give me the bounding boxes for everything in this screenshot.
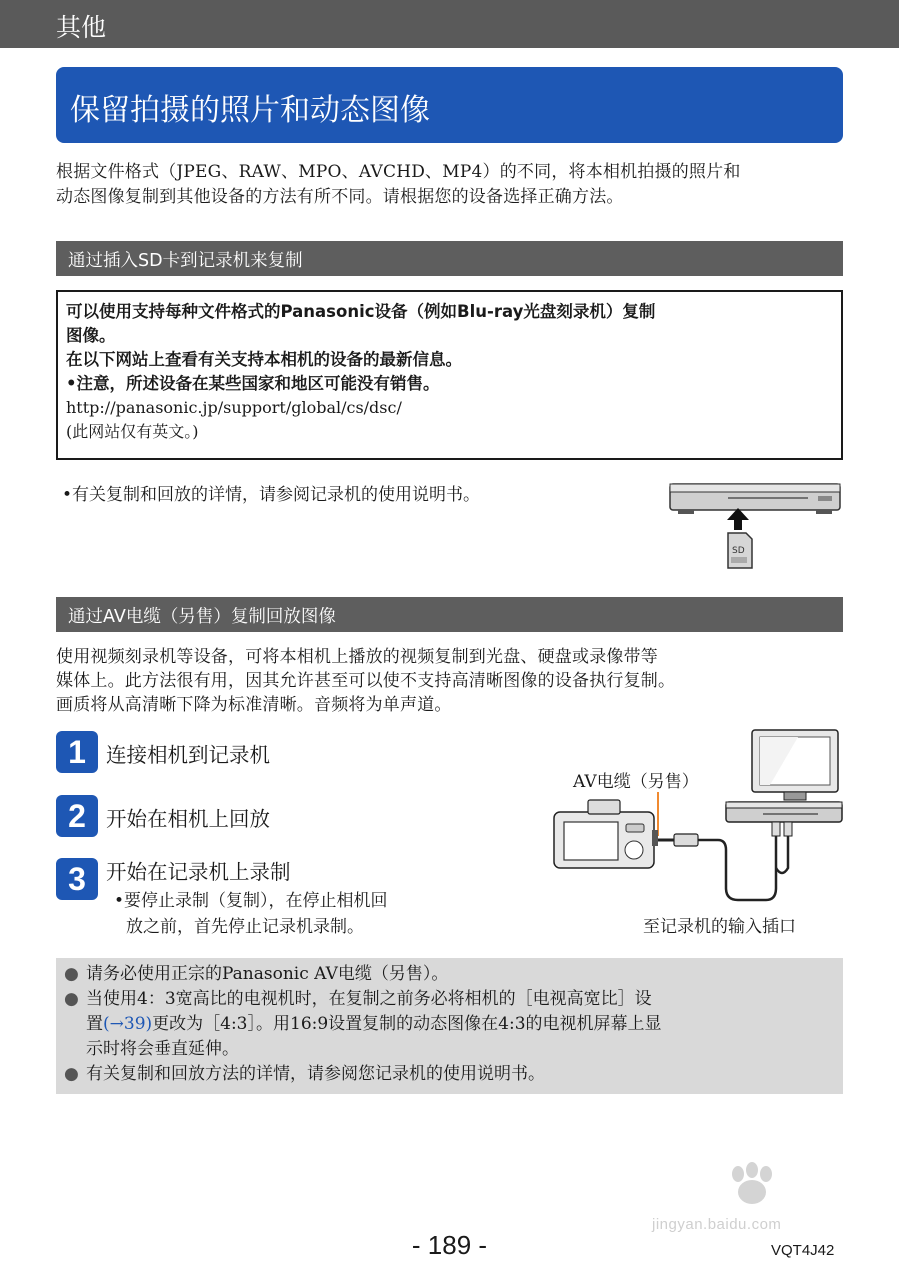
step-number: 1: [56, 731, 98, 773]
page-title-box: [56, 67, 843, 143]
section-heading-text: 通过插入SD卡到记录机来复制: [68, 251, 303, 271]
intro-line: 动态图像复制到其他设备的方法有所不同。请根据您的设备选择正确方法。: [56, 187, 624, 207]
step-number: 3: [56, 858, 98, 900]
note-text: 更改为［4:3］。用16:9设置复制的动态图像在4:3的电视机屏幕上显: [152, 1014, 662, 1034]
support-url[interactable]: http://panasonic.jp/support/global/cs/dsc/: [66, 398, 402, 417]
info-box: [56, 290, 843, 460]
intro-line: 根据文件格式（JPEG、RAW、MPO、AVCHD、MP4）的不同，将本相机拍摄的照片和: [56, 162, 741, 182]
step-number: 2: [56, 795, 98, 837]
watermark-url: jingyan.baidu.com: [652, 1216, 782, 1233]
page-number: - 189 -: [411, 1230, 488, 1260]
note-text: 当使用4：3宽高比的电视机时，在复制之前务必将相机的［电视高宽比］设: [86, 989, 652, 1009]
sd-note: •有关复制和回放的详情，请参阅记录机的使用说明书。: [62, 485, 481, 505]
top-bar: [0, 0, 899, 48]
av-paragraph: [56, 645, 846, 717]
camera-icon: [554, 800, 658, 868]
note-text: 请务必使用正宗的Panasonic AV电缆（另售）。: [86, 964, 449, 984]
note-text-continued: [86, 1012, 662, 1037]
tv-icon: [752, 730, 838, 800]
bullet-icon: ●: [64, 1064, 79, 1084]
note-item: [64, 987, 835, 1012]
step-text: 开始在记录机上录制: [106, 860, 291, 884]
note-item-continued: [64, 1012, 835, 1037]
notes-box: [56, 958, 843, 1094]
intro-paragraph: [56, 160, 846, 210]
step-text: 连接相机到记录机: [106, 743, 270, 767]
step3-note-line: •要停止录制（复制），在停止相机回: [114, 891, 388, 911]
bullet-icon: ●: [64, 964, 79, 984]
note-text: 示时将会垂直延伸。: [86, 1039, 239, 1059]
info-line: 在以下网站上查看有关支持本相机的设备的最新信息。: [66, 350, 462, 369]
section-heading-text: 通过AV电缆（另售）复制回放图像: [68, 607, 336, 627]
svg-text:SD: SD: [732, 546, 745, 556]
section-heading-sd: [56, 241, 843, 276]
doc-code: VQT4J42: [771, 1242, 835, 1259]
recorder-icon: [726, 802, 842, 822]
page-title: 保留拍摄的照片和动态图像: [70, 93, 430, 128]
sd-card-icon: [728, 533, 752, 568]
note-item: [64, 962, 835, 987]
connection-diagram: [548, 728, 844, 908]
step-text: 开始在相机上回放: [106, 807, 270, 831]
note-item: [64, 1062, 835, 1087]
section-heading-av: [56, 597, 843, 632]
step3-note-line: 放之前，首先停止记录机录制。: [126, 917, 364, 937]
av-cable-label: AV电缆（另售）: [573, 772, 699, 792]
arrow-up-icon: [727, 508, 749, 530]
note-item-continued: [64, 1037, 835, 1062]
note-text: 有关复制和回放方法的详情，请参阅您记录机的使用说明书。: [86, 1064, 545, 1084]
av-line: 画质将从高清晰下降为标准清晰。音频将为单声道。: [56, 695, 452, 715]
av-line: 媒体上。此方法很有用，因其允许甚至可以使不支持高清晰图像的设备执行复制。: [56, 671, 676, 691]
section-label: 其他: [56, 13, 107, 42]
av-line: 使用视频刻录机等设备，可将本相机上播放的视频复制到光盘、硬盘或录像带等: [56, 647, 658, 667]
recorder-icon: [670, 484, 840, 514]
av-cable-icon: [658, 822, 792, 900]
recorder-sd-illustration: [668, 478, 844, 573]
info-line: •注意，所述设备在某些国家和地区可能没有销售。: [66, 374, 440, 393]
page-ref-link[interactable]: (→39): [103, 1014, 153, 1034]
info-line: 图像。: [66, 326, 116, 345]
bullet-icon: ●: [64, 989, 79, 1009]
info-line: 可以使用支持每种文件格式的Panasonic设备（例如Blu-ray光盘刻录机）复制: [66, 302, 656, 321]
input-jack-label: 至记录机的输入插口: [643, 917, 796, 937]
url-note: (此网站仅有英文。): [66, 422, 199, 441]
note-text: 置: [86, 1014, 103, 1034]
step3-note: [114, 888, 388, 940]
